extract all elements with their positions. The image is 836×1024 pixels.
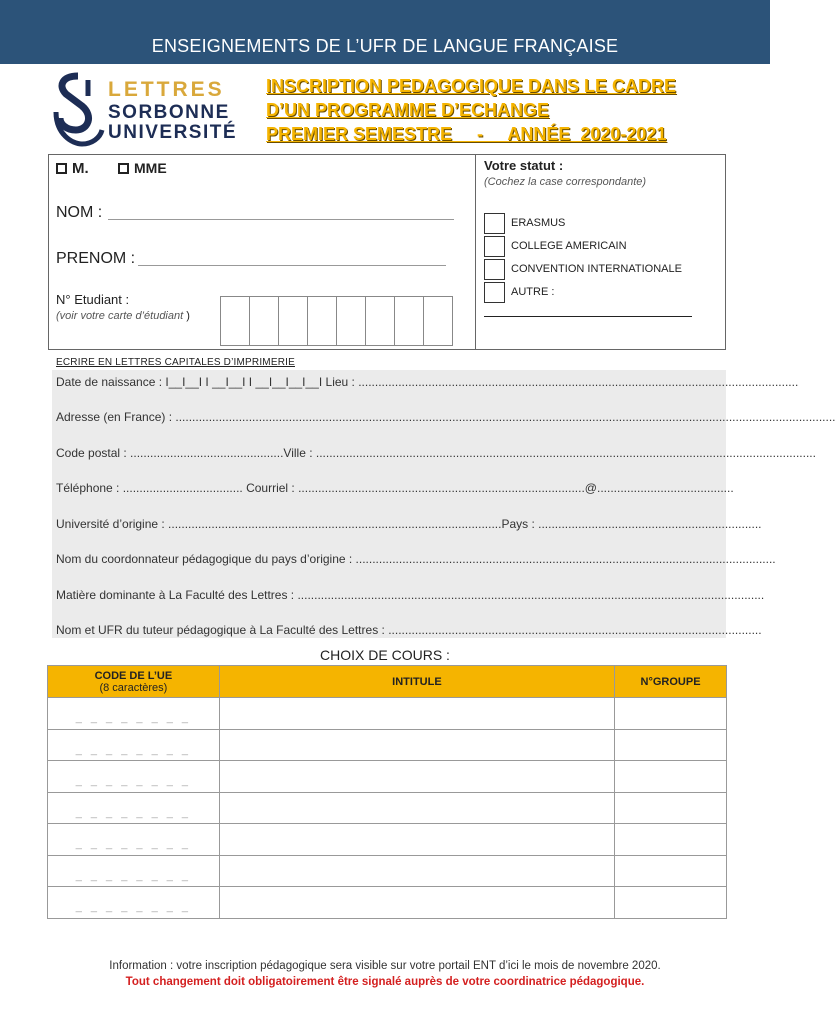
prenom-field[interactable] [138, 265, 446, 266]
course-group-cell[interactable] [615, 761, 727, 793]
status-title: Votre statut : [484, 158, 564, 173]
courses-heading: CHOIX DE COURS : [320, 647, 450, 663]
course-group-cell[interactable] [615, 824, 727, 856]
status-autre-field[interactable] [484, 316, 692, 317]
course-code-cell[interactable]: _ _ _ _ _ _ _ _ [48, 887, 220, 919]
birth-date-line[interactable]: Date de naissance : I__I__I I __I__I I __I__I__I__I Lieu : .................................................................................................................................... [56, 375, 799, 389]
course-row [48, 887, 727, 919]
form-title-line-3: PREMIER SEMESTRE - ANNÉE 2020-2021 [266, 124, 667, 144]
etudiant-label: N° Etudiant : [56, 292, 130, 307]
status-checkbox[interactable] [484, 282, 505, 303]
warning-note: Tout changement doit obligatoirement être signalé auprès de votre coordinatrice pédagogique. [125, 976, 645, 988]
logo-text-universite: UNIVERSITÉ [108, 122, 238, 143]
nom-label: NOM : [56, 204, 103, 221]
course-code-cell[interactable]: _ _ _ _ _ _ _ _ [48, 729, 220, 761]
postcode-city-line[interactable]: Code postal : ..............................................Ville : ...................................................................................................................................................... [56, 446, 816, 460]
tutor-line[interactable]: Nom et UFR du tuteur pédagogique à La Faculté des Lettres : ................................................................................................................ [56, 623, 762, 637]
course-code-cell[interactable]: _ _ _ _ _ _ _ _ [48, 792, 220, 824]
course-code-cell[interactable]: _ _ _ _ _ _ _ _ [48, 824, 220, 856]
checkbox-mme[interactable] [118, 163, 129, 174]
course-title-cell[interactable] [219, 887, 614, 919]
course-title-cell[interactable] [219, 824, 614, 856]
phone-email-line[interactable]: Téléphone : .................................... Courriel : ......................................................................................@......................................... [56, 481, 734, 495]
course-code-cell[interactable]: _ _ _ _ _ _ _ _ [48, 761, 220, 793]
civility-m[interactable]: M. [56, 160, 89, 177]
course-group-cell[interactable] [615, 729, 727, 761]
status-subtitle: (Cochez la case correspondante) [484, 176, 647, 188]
etudiant-digit-box[interactable] [278, 296, 308, 346]
etudiant-digit-box[interactable] [423, 296, 453, 346]
address-line[interactable]: Adresse (en France) : ...................................................................................................................................................................................................... [56, 410, 836, 424]
course-group-cell[interactable] [615, 887, 727, 919]
etudiant-hint: (voir votre carte d’étudiant ) [56, 310, 190, 322]
course-code-cell[interactable]: _ _ _ _ _ _ _ _ [48, 855, 220, 887]
etudiant-digit-box[interactable] [336, 296, 366, 346]
logo-text-sorbonne: SORBONNE [108, 102, 230, 123]
course-row [48, 729, 727, 761]
course-code-cell[interactable]: _ _ _ _ _ _ _ _ [48, 698, 220, 730]
col-intitule-header: INTITULE [219, 666, 614, 698]
coordinator-line[interactable]: Nom du coordonnateur pédagogique du pays d’origine : .............................................................................................................................. [56, 552, 776, 566]
form-title-line-2: D’UN PROGRAMME D’ECHANGE [266, 100, 550, 120]
info-note: Information : votre inscription pédagogique sera visible sur votre portail ENT d’ici le mois de novembre 2020. [109, 960, 661, 972]
checkbox-m[interactable] [56, 163, 67, 174]
sorbonne-emblem-icon [52, 72, 104, 146]
nom-field[interactable] [108, 219, 454, 220]
course-title-cell[interactable] [219, 855, 614, 887]
prenom-label: PRENOM : [56, 250, 136, 267]
etudiant-digit-box[interactable] [249, 296, 279, 346]
status-checkbox[interactable] [484, 213, 505, 234]
etudiant-digit-box[interactable] [365, 296, 395, 346]
sorbonne-logo [52, 72, 252, 146]
etudiant-number-boxes[interactable] [220, 296, 452, 346]
course-title-cell[interactable] [219, 698, 614, 730]
form-title [266, 74, 706, 146]
col-code-header: CODE DE L’UE (8 caractères) [48, 666, 220, 698]
status-checkbox[interactable] [484, 259, 505, 280]
course-title-cell[interactable] [219, 792, 614, 824]
course-row [48, 824, 727, 856]
course-row [48, 855, 727, 887]
course-group-cell[interactable] [615, 855, 727, 887]
courses-table [47, 665, 727, 919]
civility-mme[interactable]: MME [118, 160, 167, 176]
course-row [48, 792, 727, 824]
university-country-line[interactable]: Université d’origine : ....................................................................................................Pays : ................................................................... [56, 517, 762, 531]
form-title-line-1: INSCRIPTION PEDAGOGIQUE DANS LE CADRE [266, 76, 677, 96]
col-groupe-header: N°GROUPE [615, 666, 727, 698]
course-title-cell[interactable] [219, 729, 614, 761]
etudiant-digit-box[interactable] [394, 296, 424, 346]
course-title-cell[interactable] [219, 761, 614, 793]
course-row [48, 761, 727, 793]
etudiant-digit-box[interactable] [220, 296, 250, 346]
course-row [48, 698, 727, 730]
etudiant-digit-box[interactable] [307, 296, 337, 346]
header-banner: ENSEIGNEMENTS DE L’UFR DE LANGUE FRANÇAISE [0, 0, 770, 64]
course-group-cell[interactable] [615, 698, 727, 730]
major-subject-line[interactable]: Matière dominante à La Faculté des Lettres : ............................................................................................................................................ [56, 588, 765, 602]
course-group-cell[interactable] [615, 792, 727, 824]
logo-text-lettres: LETTRES [108, 78, 225, 101]
status-checkbox[interactable] [484, 236, 505, 257]
caps-note: ECRIRE EN LETTRES CAPITALES D’IMPRIMERIE [56, 357, 295, 368]
